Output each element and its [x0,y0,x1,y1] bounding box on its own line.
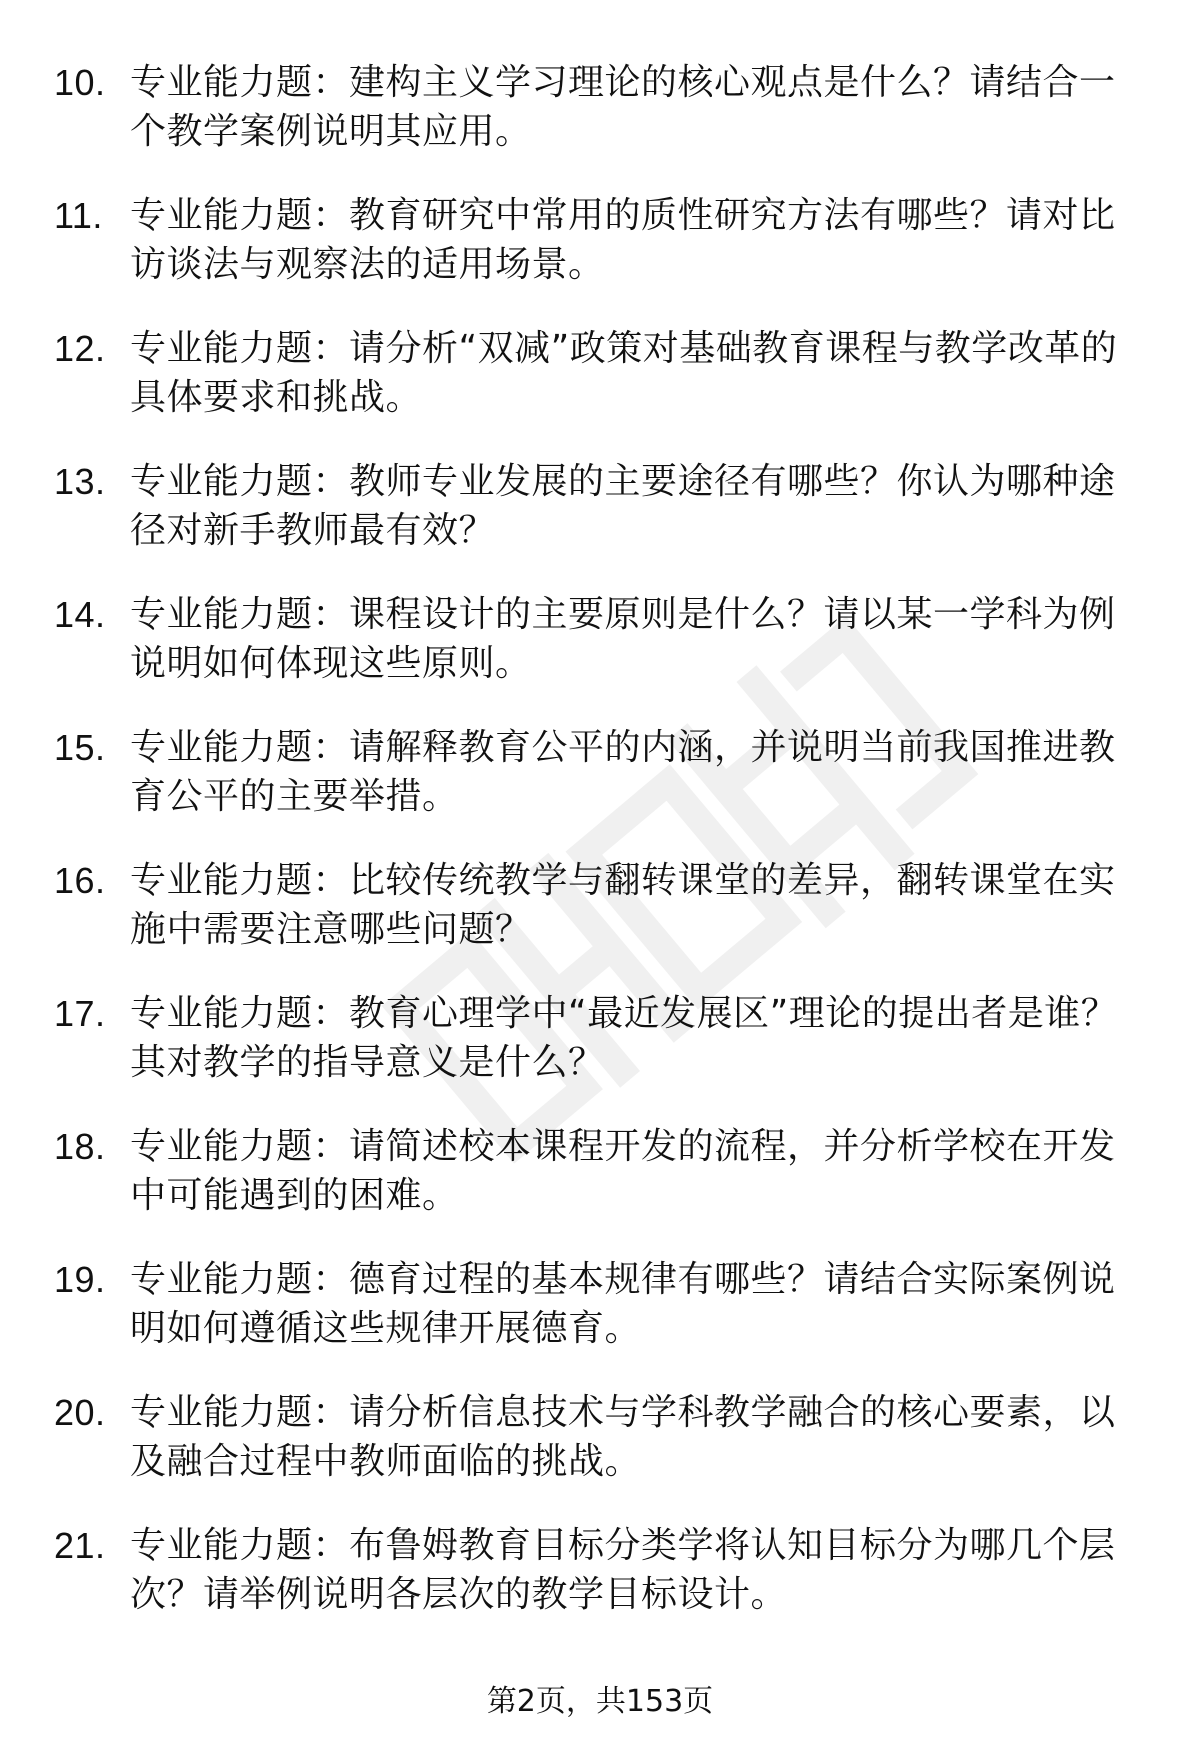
question-number: 20. [54,1392,106,1433]
question-item [50,856,1150,955]
question-item [50,1521,1150,1620]
question-text: 专业能力题：教育心理学中“最近发展区”理论的提出者是谁？其对教学的指导意义是什么？ [130,993,1118,1083]
question-text: 专业能力题：建构主义学习理论的核心观点是什么？请结合一个教学案例说明其应用。 [130,62,1116,152]
question-item [50,590,1150,689]
question-list [50,58,1150,1654]
question-text: 专业能力题：课程设计的主要原则是什么？请以某一学科为例说明如何体现这些原则。 [130,594,1116,684]
question-number: 14. [54,594,106,635]
question-text: 专业能力题：布鲁姆教育目标分类学将认知目标分为哪几个层次？请举例说明各层次的教学目标设计。 [130,1525,1116,1615]
question-number: 11. [54,195,103,236]
question-number: 12. [54,328,106,369]
question-item [50,1388,1150,1487]
question-item [50,191,1150,290]
question-text: 专业能力题：教育研究中常用的质性研究方法有哪些？请对比访谈法与观察法的适用场景。 [130,195,1116,285]
question-number: 16. [54,860,106,901]
question-item [50,457,1150,556]
page-footer: 第2页，共153页 [486,1684,714,1719]
question-number: 15. [54,727,106,768]
question-text: 专业能力题：请解释教育公平的内涵，并说明当前我国推进教育公平的主要举措。 [130,727,1116,817]
question-item [50,1122,1150,1221]
question-number: 21. [54,1525,106,1566]
question-item [50,58,1150,157]
question-text: 专业能力题：请分析“双减”政策对基础教育课程与教学改革的具体要求和挑战。 [130,328,1118,418]
question-item [50,989,1150,1088]
question-number: 18. [54,1126,106,1167]
question-text: 专业能力题：比较传统教学与翻转课堂的差异，翻转课堂在实施中需要注意哪些问题？ [130,860,1116,950]
question-text: 专业能力题：教师专业发展的主要途径有哪些？你认为哪种途径对新手教师最有效？ [130,461,1116,551]
question-number: 19. [54,1259,106,1300]
question-text: 专业能力题：请分析信息技术与学科教学融合的核心要素，以及融合过程中教师面临的挑战。 [130,1392,1116,1482]
question-item [50,1255,1150,1354]
question-number: 10. [54,62,106,103]
question-item [50,324,1150,423]
question-item [50,723,1150,822]
question-number: 17. [54,993,106,1034]
question-text: 专业能力题：德育过程的基本规律有哪些？请结合实际案例说明如何遵循这些规律开展德育。 [130,1259,1116,1349]
question-text: 专业能力题：请简述校本课程开发的流程，并分析学校在开发中可能遇到的困难。 [130,1126,1116,1216]
question-number: 13. [54,461,106,502]
